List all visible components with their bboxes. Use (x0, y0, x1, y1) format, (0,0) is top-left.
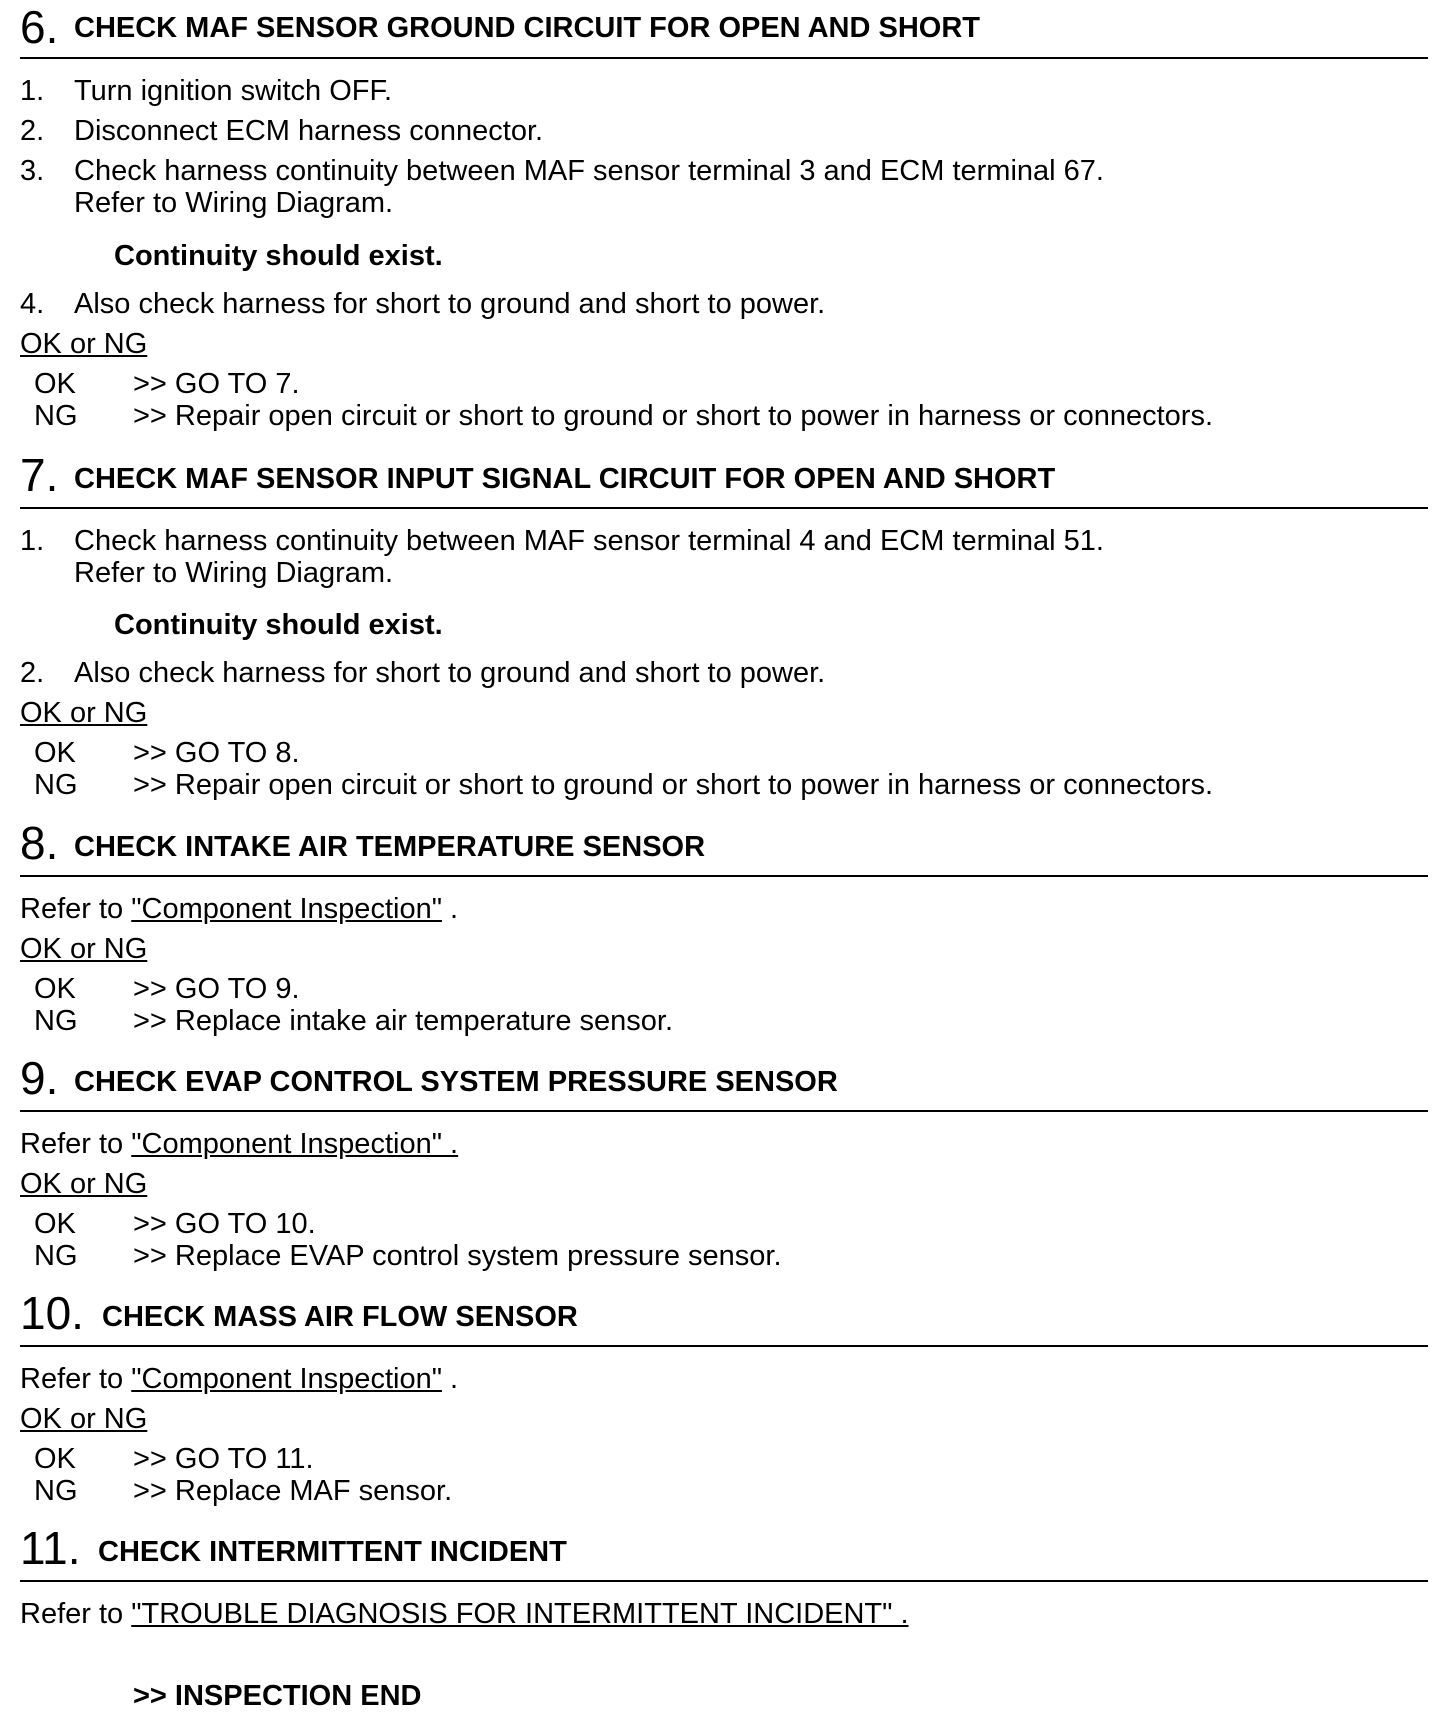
step-title: CHECK MASS AIR FLOW SENSOR (102, 1301, 578, 1333)
step-title: CHECK MAF SENSOR GROUND CIRCUIT FOR OPEN AND SHORT (74, 12, 980, 44)
refer-prefix: Refer to (20, 1598, 132, 1630)
ok-label: OK (34, 973, 76, 1005)
refer-suffix: . (442, 893, 459, 925)
refer-suffix: . (442, 1363, 459, 1395)
refer-text: Refer to Wiring Diagram. (74, 557, 394, 589)
ng-label: NG (34, 1240, 78, 1272)
list-item: Check harness continuity between MAF sensor terminal 3 and ECM terminal 67. (74, 155, 1104, 187)
ok-action: >> GO TO 7. (133, 368, 300, 400)
step-number: 9. (20, 1052, 59, 1104)
ok-ng-heading: OK or NG (20, 697, 148, 729)
ng-action: >> Repair open circuit or short to ground or short to power in harness or connectors. (133, 769, 1214, 801)
ok-action: >> GO TO 9. (133, 973, 300, 1005)
ok-label: OK (34, 1443, 76, 1475)
ng-action: >> Repair open circuit or short to ground or short to power in harness or connectors. (133, 400, 1214, 432)
ng-label: NG (34, 1005, 78, 1037)
divider (20, 57, 1428, 59)
ng-label: NG (34, 400, 78, 432)
ng-action: >> Replace MAF sensor. (133, 1475, 453, 1507)
step-number: 11. (20, 1522, 81, 1574)
ok-ng-heading: OK or NG (20, 1403, 148, 1435)
refer-prefix: Refer to (20, 893, 132, 925)
list-number: 2. (20, 115, 45, 147)
list-number: 2. (20, 657, 45, 689)
step-number: 8. (20, 817, 59, 869)
refer-line (20, 1365, 458, 1394)
list-item: Turn ignition switch OFF. (74, 75, 393, 107)
ok-ng-heading: OK or NG (20, 933, 148, 965)
divider (20, 1580, 1428, 1582)
ok-action: >> GO TO 11. (133, 1443, 314, 1475)
trouble-diagnosis-link[interactable]: "TROUBLE DIAGNOSIS FOR INTERMITTENT INCIDENT" . (131, 1598, 909, 1630)
list-item: Also check harness for short to ground and short to power. (74, 288, 826, 320)
component-inspection-link[interactable]: "Component Inspection" (131, 1363, 442, 1395)
list-item: Disconnect ECM harness connector. (74, 115, 544, 147)
ok-action: >> GO TO 10. (133, 1208, 316, 1240)
ok-label: OK (34, 737, 76, 769)
spec-text: Continuity should exist. (114, 240, 443, 272)
step-title: CHECK INTERMITTENT INCIDENT (98, 1536, 567, 1568)
inspection-end: >> INSPECTION END (133, 1680, 422, 1712)
component-inspection-link[interactable]: "Component Inspection" . (131, 1128, 459, 1160)
divider (20, 1110, 1428, 1112)
ng-label: NG (34, 769, 78, 801)
ok-label: OK (34, 1208, 76, 1240)
ok-ng-heading: OK or NG (20, 1168, 148, 1200)
step-number: 10. (20, 1287, 84, 1339)
refer-line (20, 1130, 458, 1159)
ng-label: NG (34, 1475, 78, 1507)
component-inspection-link[interactable]: "Component Inspection" (131, 893, 442, 925)
list-item: Check harness continuity between MAF sensor terminal 4 and ECM terminal 51. (74, 525, 1104, 557)
step-number: 7. (20, 449, 59, 501)
spec-text: Continuity should exist. (114, 609, 443, 641)
refer-prefix: Refer to (20, 1363, 132, 1395)
step-number: 6. (20, 1, 59, 53)
list-number: 4. (20, 288, 45, 320)
divider (20, 875, 1428, 877)
ng-action: >> Replace intake air temperature sensor. (133, 1005, 674, 1037)
ok-label: OK (34, 368, 76, 400)
list-item: Also check harness for short to ground and short to power. (74, 657, 826, 689)
refer-line (20, 895, 458, 924)
divider (20, 507, 1428, 509)
refer-text: Refer to Wiring Diagram. (74, 187, 394, 219)
refer-prefix: Refer to (20, 1128, 132, 1160)
divider (20, 1345, 1428, 1347)
step-title: CHECK MAF SENSOR INPUT SIGNAL CIRCUIT FOR OPEN AND SHORT (74, 463, 1056, 495)
step-title: CHECK INTAKE AIR TEMPERATURE SENSOR (74, 831, 706, 863)
ng-action: >> Replace EVAP control system pressure sensor. (133, 1240, 782, 1272)
refer-line (20, 1600, 909, 1629)
ok-ng-heading: OK or NG (20, 328, 148, 360)
list-number: 1. (20, 75, 45, 107)
ok-action: >> GO TO 8. (133, 737, 300, 769)
list-number: 3. (20, 155, 45, 187)
list-number: 1. (20, 525, 45, 557)
step-title: CHECK EVAP CONTROL SYSTEM PRESSURE SENSOR (74, 1066, 838, 1098)
